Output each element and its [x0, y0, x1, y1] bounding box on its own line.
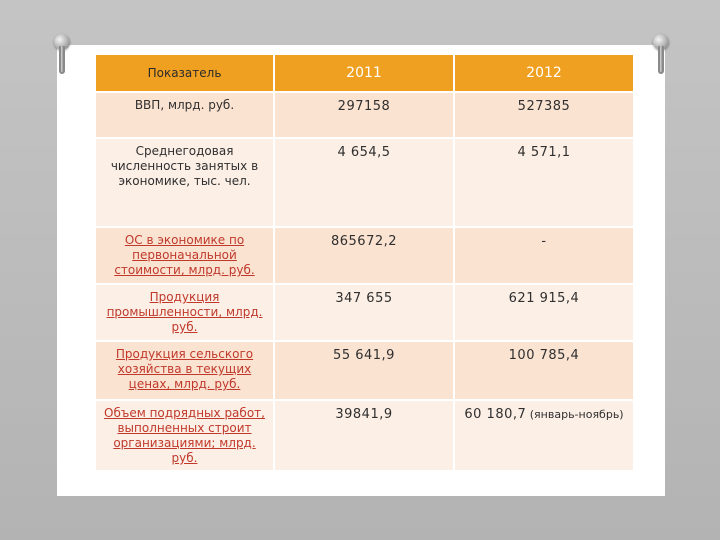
value-2012: 527385 — [454, 92, 634, 138]
value-2011: 55 641,9 — [274, 341, 454, 400]
header-indicator: Показатель — [95, 54, 274, 92]
value-2011: 865672,2 — [274, 227, 454, 284]
value-2012: 621 915,4 — [454, 284, 634, 341]
row-label-link[interactable]: Продукция промышленности, млрд. руб. — [95, 284, 274, 341]
row-label: ВВП, млрд. руб. — [95, 92, 274, 138]
value-2012: - — [454, 227, 634, 284]
value-2011: 347 655 — [274, 284, 454, 341]
value-2011: 297158 — [274, 92, 454, 138]
value-2012: 4 571,1 — [454, 138, 634, 227]
table-header-row — [95, 54, 634, 92]
header-2012: 2012 — [454, 54, 634, 92]
row-label-link[interactable]: Продукция сельского хозяйства в текущих ценах, млрд. руб. — [95, 341, 274, 400]
table-row — [95, 400, 634, 471]
row-label: Среднегодовая численность занятых в экономике, тыс. чел. — [95, 138, 274, 227]
value-2012: 60 180,7 — [464, 407, 527, 422]
row-label-link[interactable]: ОС в экономике по первоначальной стоимости, млрд. руб. — [95, 227, 274, 284]
value-2012-note: (январь-ноябрь) — [526, 408, 624, 421]
thumbtack-right-icon — [653, 34, 669, 76]
table-row — [95, 92, 634, 138]
table-row — [95, 227, 634, 284]
table-row — [95, 341, 634, 400]
table-row — [95, 284, 634, 341]
value-2011: 4 654,5 — [274, 138, 454, 227]
thumbtack-left-icon — [54, 34, 70, 76]
table-row — [95, 138, 634, 227]
value-2012-cell — [454, 400, 634, 471]
statistics-table — [94, 53, 635, 472]
value-2011: 39841,9 — [274, 400, 454, 471]
row-label-link[interactable]: Объем подрядных работ, выполненных строит организациями; млрд. руб. — [95, 400, 274, 471]
value-2012: 100 785,4 — [454, 341, 634, 400]
header-2011: 2011 — [274, 54, 454, 92]
